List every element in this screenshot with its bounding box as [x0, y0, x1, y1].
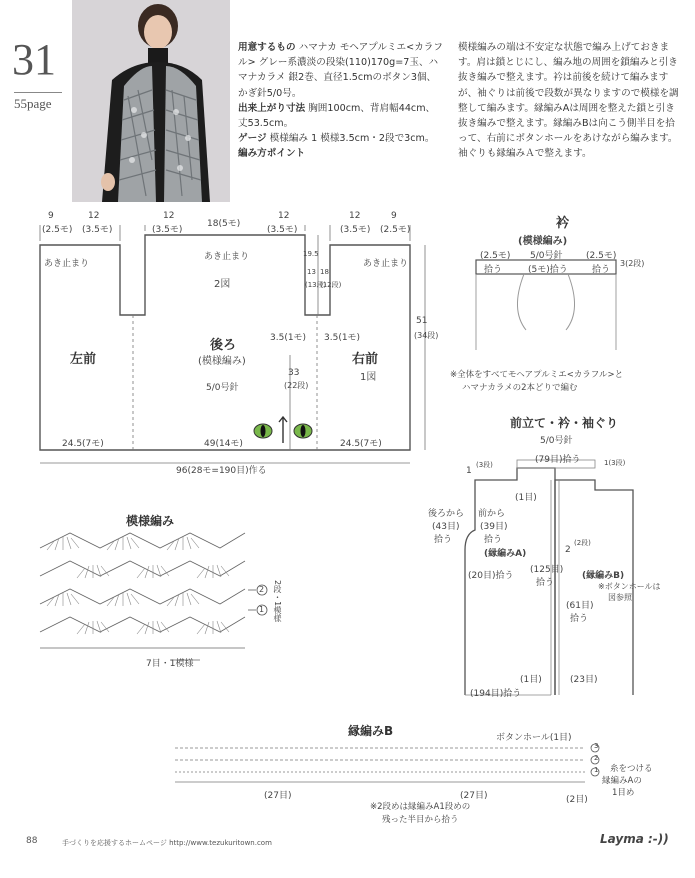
fb-2: 2: [565, 545, 571, 555]
collar-pick-right: 拾う: [592, 265, 611, 275]
front-band-title: 前立て・衿・袖ぐり: [510, 416, 619, 430]
dim-top-left-mo: (2.5モ): [42, 225, 73, 235]
cat-eyes-icon: [254, 417, 312, 443]
collar-pick-left: 拾う: [484, 265, 503, 275]
page-number: 88: [26, 836, 38, 846]
footer-site: 手づくりを応援するホームページ http://www.tezukuritown.com: [62, 839, 272, 847]
bottom-left-dim: 24.5(7モ): [62, 439, 104, 449]
collar-note-2: ハマナカラメの2本どりで編む: [462, 383, 578, 393]
opening-stop-right: あき止まり: [363, 259, 409, 269]
edge-b-note-1: ※2段めは縁編みA1段めの: [370, 802, 471, 812]
height-33: 33: [288, 368, 300, 378]
fb-buttonhole-2: 図参照: [608, 593, 632, 602]
fb-125: (125目): [530, 565, 564, 575]
dim-top-right-mo: (2.5モ): [380, 225, 411, 235]
stitch-repeat: 7目・1模様: [146, 659, 194, 669]
edge-b-27b: (27目): [460, 791, 488, 801]
fb-43: (43目): [432, 522, 460, 532]
dim-back-shoulder-right-mo: (3.5モ): [267, 225, 298, 235]
dim-shoulder-left: 12: [88, 211, 100, 221]
collar-left-count: (2.5モ): [480, 251, 511, 261]
back-label: 後ろ: [210, 338, 237, 353]
fb-edge-a: (縁編みA): [484, 549, 527, 559]
fb-1c: 1(3段): [604, 459, 626, 467]
collar-subtitle: (模様編み): [518, 236, 568, 247]
size-heading: 出来上がり寸法: [238, 102, 306, 114]
stitch-chart: [30, 528, 290, 668]
collar-right-count: (2.5モ): [586, 251, 617, 261]
edge-b-chart: [165, 740, 605, 790]
edge-b-buttonhole: ボタンホール(1目): [496, 733, 572, 743]
fb-buttonhole-1: ※ボタンホールは: [598, 582, 661, 591]
dim-top-left: 9: [48, 211, 54, 221]
edge-b-yarn-2: 縁編みAの: [602, 776, 642, 786]
edge-b-title: 縁編みB: [348, 724, 394, 738]
dim-13-rows: (13段): [305, 281, 327, 289]
fb-61: (61目): [566, 601, 594, 611]
edge-b-row-3: 3: [594, 742, 599, 750]
fb-2rows: (2段): [574, 539, 591, 547]
figure-1: 1図: [360, 372, 377, 383]
model-photo: [72, 0, 230, 202]
fb-1b: (1目): [515, 493, 537, 503]
instructions-col1: [238, 40, 443, 162]
materials-text: ハマナカ モヘアプルミエ<カラフル> グレー系濃淡の段染(110)170g=7玉、ハマナカラメ 銀2巻、直径1.5cmのボタン3個、かぎ針5/0号。: [238, 42, 443, 99]
collar-rows: 3(2段): [620, 259, 645, 268]
stitch-rows-side: 2段・1模様: [273, 580, 282, 623]
fb-from-back: 後ろから: [428, 509, 465, 519]
opening-stop-center: あき止まり: [204, 252, 250, 262]
edge-b-note-2: 残った半目から拾う: [382, 815, 459, 825]
fb-edge-b: (縁編みB): [582, 571, 625, 581]
right-front-label: 右前: [352, 352, 379, 367]
dim-18: 18: [320, 268, 329, 276]
dim-top-right: 9: [391, 211, 397, 221]
fb-20: (20目)拾う: [468, 571, 514, 581]
height-34-rows: (34段): [414, 331, 439, 340]
size-text: 胸囲100cm、背肩幅44cm、丈53.5cm。: [238, 102, 436, 130]
dim-shoulder-right-mo: (3.5モ): [340, 225, 371, 235]
edge-b-row-1: 1: [594, 766, 599, 774]
fb-1d: (1目): [520, 675, 542, 685]
collar-center-pick: (5モ)拾う: [528, 265, 568, 275]
fb-pick3: 拾う: [536, 578, 555, 588]
dim-13: 13: [307, 268, 316, 276]
points-heading: 編み方ポイント: [238, 148, 306, 160]
dim-19-5: 19.5: [303, 250, 319, 258]
fb-pick1: 拾う: [434, 535, 453, 545]
front-band-hook: 5/0号針: [540, 436, 573, 446]
fb-pick2: 拾う: [484, 535, 503, 545]
height-51: 51: [416, 316, 428, 326]
fb-39: (39目): [480, 522, 508, 532]
dim-back-shoulder-right: 12: [278, 211, 290, 221]
collar-hook: 5/0号針: [530, 251, 563, 261]
armhole-right-dim: 3.5(1モ): [324, 333, 361, 343]
dim-back-neck: 18(5モ): [207, 219, 241, 229]
edge-b-yarn-3: 1目め: [612, 788, 635, 798]
opening-stop-left: あき止まり: [44, 259, 90, 269]
dim-shoulder-left-mo: (3.5モ): [82, 225, 113, 235]
gauge-heading: ゲージ: [238, 133, 267, 145]
collar-title: 衿: [556, 216, 570, 231]
edge-b-2m: (2目): [566, 795, 588, 805]
pattern-number: 31: [12, 35, 56, 84]
total-width-dim: 96(28モ=190目)作る: [176, 466, 267, 476]
dim-back-shoulder-left: 12: [163, 211, 175, 221]
edge-b-27a: (27目): [264, 791, 292, 801]
stitch-row-1: 1: [259, 605, 265, 614]
dim-shoulder-right: 12: [349, 211, 361, 221]
fb-from-front: 前から: [478, 509, 506, 519]
brand-mark: Layma :-)): [600, 832, 669, 846]
points-text: 模様編みの端は不安定な状態で編み上げておきます。肩は鎖とじにし、編み地の周囲を鎖編みと引き抜き編みで整えます。衿は前後を続けて編みますが、袖ぐりは前後で段数が異なりますので模様を調整して編みます。縁編みAは周囲を整えた鎖と引き抜き編みで整えます。縁編みBは向こう側半目を拾って、右前にボタンホールをあけながら編みます。袖ぐりも縁編みＡで整えます。: [458, 42, 679, 160]
bottom-right-dim: 24.5(7モ): [340, 439, 382, 449]
materials-heading: 用意するもの: [238, 42, 296, 53]
fb-3rows-a: (3段): [476, 461, 493, 469]
page-reference: 55page: [14, 96, 52, 111]
instructions-col2: [458, 40, 680, 162]
bottom-center-dim: 49(14モ): [204, 439, 243, 449]
fb-79: (79目)拾う: [535, 455, 581, 465]
edge-b-row-2: 2: [594, 754, 599, 762]
dim-12-rows: (12段): [320, 281, 342, 289]
back-pattern-label: (模様編み): [198, 356, 246, 367]
fb-23: (23目): [570, 675, 598, 685]
left-front-label: 左前: [70, 352, 97, 367]
edge-b-yarn-1: 糸をつける: [610, 764, 653, 774]
armhole-left-dim: 3.5(1モ): [270, 333, 307, 343]
fb-194: (194目)拾う: [470, 689, 522, 699]
height-22-rows: (22段): [284, 381, 309, 390]
figure-2: 2図: [214, 279, 231, 290]
divider: [14, 92, 62, 93]
stitch-pattern-title: 模様編み: [126, 514, 175, 528]
dim-back-shoulder-left-mo: (3.5モ): [152, 225, 183, 235]
hook-size: 5/0号針: [206, 383, 239, 393]
stitch-row-2: 2: [259, 585, 265, 594]
gauge-text: 模様編み 1 模様3.5cm・2段で3cm。: [269, 133, 435, 145]
fb-1a: 1: [466, 466, 472, 476]
fb-pick4: 拾う: [570, 614, 589, 624]
collar-note-1: ※全体をすべてモヘアプルミエ<カラフル>と: [450, 370, 624, 380]
